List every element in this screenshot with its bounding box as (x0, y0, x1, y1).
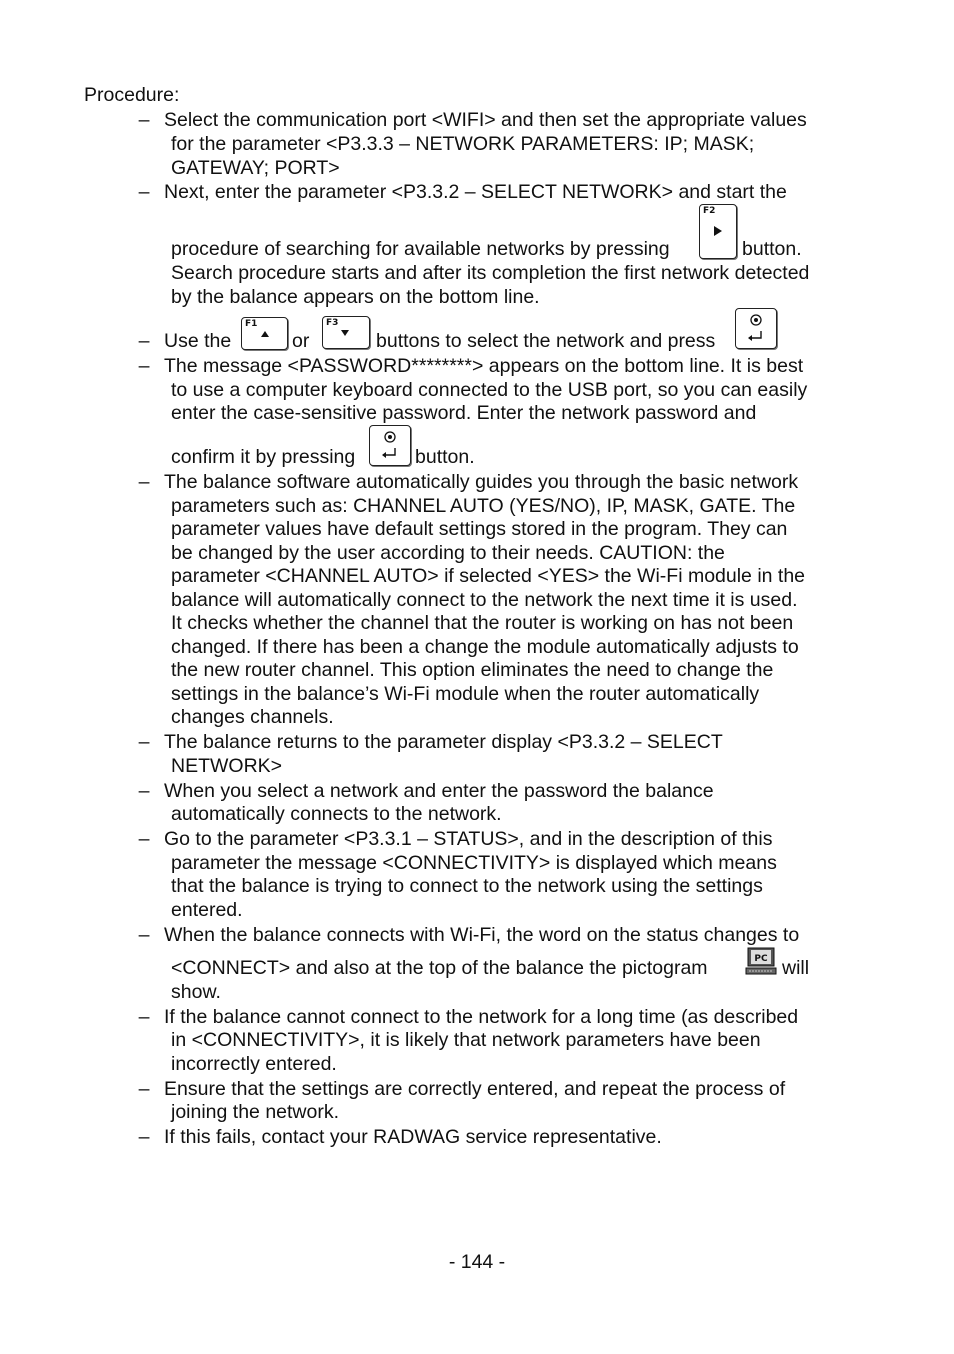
item-11-line-1: Ensure that the settings are correctly entered, and repeat the process of (164, 1078, 786, 1100)
item-7-line-1: When you select a network and enter the password the balance (164, 780, 714, 802)
procedure-heading: Procedure: (84, 84, 180, 106)
f2-key-label: F2 (703, 206, 716, 216)
bullet-dash: – (138, 1126, 150, 1148)
item-1-line-1: Select the communication port <WIFI> and then set the appropriate values (164, 109, 807, 131)
bullet-dash: – (138, 471, 150, 493)
bullet-dash: – (138, 181, 150, 203)
enter-target-icon (736, 309, 776, 348)
page-number: - 144 - (448, 1251, 506, 1273)
bullet-dash: – (138, 1078, 150, 1100)
item-1-line-3: GATEWAY; PORT> (171, 157, 340, 179)
item-12-line-1: If this fails, contact your RADWAG service representative. (164, 1126, 662, 1148)
item-5-line-3: parameter values have default settings stored in the program. They can (171, 518, 788, 540)
f1-key-icon (241, 317, 288, 350)
item-2-line-2b: button. (742, 238, 802, 260)
item-6-line-1: The balance returns to the parameter display <P3.3.2 – SELECT (164, 731, 723, 753)
item-9-line-2: <CONNECT> and also at the top of the balance the pictogram (171, 957, 708, 979)
item-5-line-10: settings in the balance’s Wi-Fi module when the router automatically (171, 683, 760, 705)
item-8-line-3: that the balance is trying to connect to the network using the settings (171, 875, 763, 897)
item-10-line-3: incorrectly entered. (171, 1053, 337, 1075)
item-9-line-3: show. (171, 981, 221, 1003)
bullet-dash: – (138, 355, 150, 377)
arrow-right-icon (700, 205, 736, 258)
item-9-line-1: When the balance connects with Wi-Fi, the word on the status changes to (164, 924, 800, 946)
item-4-line-1: The message <PASSWORD********> appears on the bottom line. It is best (164, 355, 804, 377)
item-3-text-a: Use the (164, 330, 232, 352)
item-5-line-5: parameter <CHANNEL AUTO> if selected <YES> the Wi-Fi module in the (171, 565, 806, 587)
item-4-line-3: enter the case-sensitive password. Enter the network password and (171, 402, 757, 424)
item-3-text-c: buttons to select the network and press (376, 330, 716, 352)
bullet-dash: – (138, 924, 150, 946)
arrow-up-icon (242, 318, 287, 349)
item-10-line-1: If the balance cannot connect to the network for a long time (as described (164, 1006, 799, 1028)
enter-key-icon (735, 308, 777, 349)
enter-key-icon (369, 425, 411, 466)
item-5-line-11: changes channels. (171, 706, 334, 728)
item-8-line-4: entered. (171, 899, 243, 921)
bullet-dash: – (138, 330, 150, 352)
item-8-line-1: Go to the parameter <P3.3.1 – STATUS>, and in the description of this (164, 828, 773, 850)
arrow-down-icon (323, 317, 369, 348)
enter-target-icon (370, 426, 410, 465)
item-7-line-2: automatically connects to the network. (171, 803, 502, 825)
item-3-text-b: or (292, 330, 310, 352)
f3-key-icon (322, 316, 370, 349)
f2-key-icon (699, 204, 737, 259)
item-5-line-1: The balance software automatically guides you through the basic network (164, 471, 799, 493)
item-5-line-2: parameters such as: CHANNEL AUTO (YES/NO), IP, MASK, GATE. The (171, 495, 796, 517)
pc-pictogram-label: PC (754, 954, 768, 964)
item-8-line-2: parameter the message <CONNECTIVITY> is displayed which means (171, 852, 777, 874)
pc-pictogram-icon (745, 947, 777, 977)
item-4-line-4: confirm it by pressing (171, 446, 356, 468)
item-11-line-2: joining the network. (171, 1101, 340, 1123)
item-5-line-9: the new router channel. This option eliminates the need to change the (171, 659, 774, 681)
item-4-line-4b: button. (415, 446, 475, 468)
item-5-line-7: It checks whether the channel that the router is working on has not been (171, 612, 794, 634)
item-4-line-2: to use a computer keyboard connected to the USB port, so you can easily (171, 379, 808, 401)
item-2-line-4: by the balance appears on the bottom line. (171, 286, 540, 308)
item-5-line-8: changed. If there has been a change the module automatically adjusts to (171, 636, 799, 658)
item-2-line-3: Search procedure starts and after its completion the first network detected (171, 262, 810, 284)
item-9-line-2b: will (782, 957, 810, 979)
item-1-line-2: for the parameter <P3.3.3 – NETWORK PARAMETERS: IP; MASK; (171, 133, 755, 155)
f1-key-label: F1 (245, 319, 258, 329)
item-2-line-2: procedure of searching for available networks by pressing (171, 238, 670, 260)
item-10-line-2: in <CONNECTIVITY>, it is likely that network parameters have been (171, 1029, 761, 1051)
bullet-dash: – (138, 1006, 150, 1028)
f3-key-label: F3 (326, 318, 339, 328)
bullet-dash: – (138, 109, 150, 131)
bullet-dash: – (138, 780, 150, 802)
item-5-line-6: balance will automatically connect to the network the next time it is used. (171, 589, 798, 611)
bullet-dash: – (138, 828, 150, 850)
item-5-line-4: be changed by the user according to their needs. CAUTION: the (171, 542, 725, 564)
item-6-line-2: NETWORK> (171, 755, 283, 777)
item-2-line-1: Next, enter the parameter <P3.3.2 – SELECT NETWORK> and start the (164, 181, 787, 203)
bullet-dash: – (138, 731, 150, 753)
